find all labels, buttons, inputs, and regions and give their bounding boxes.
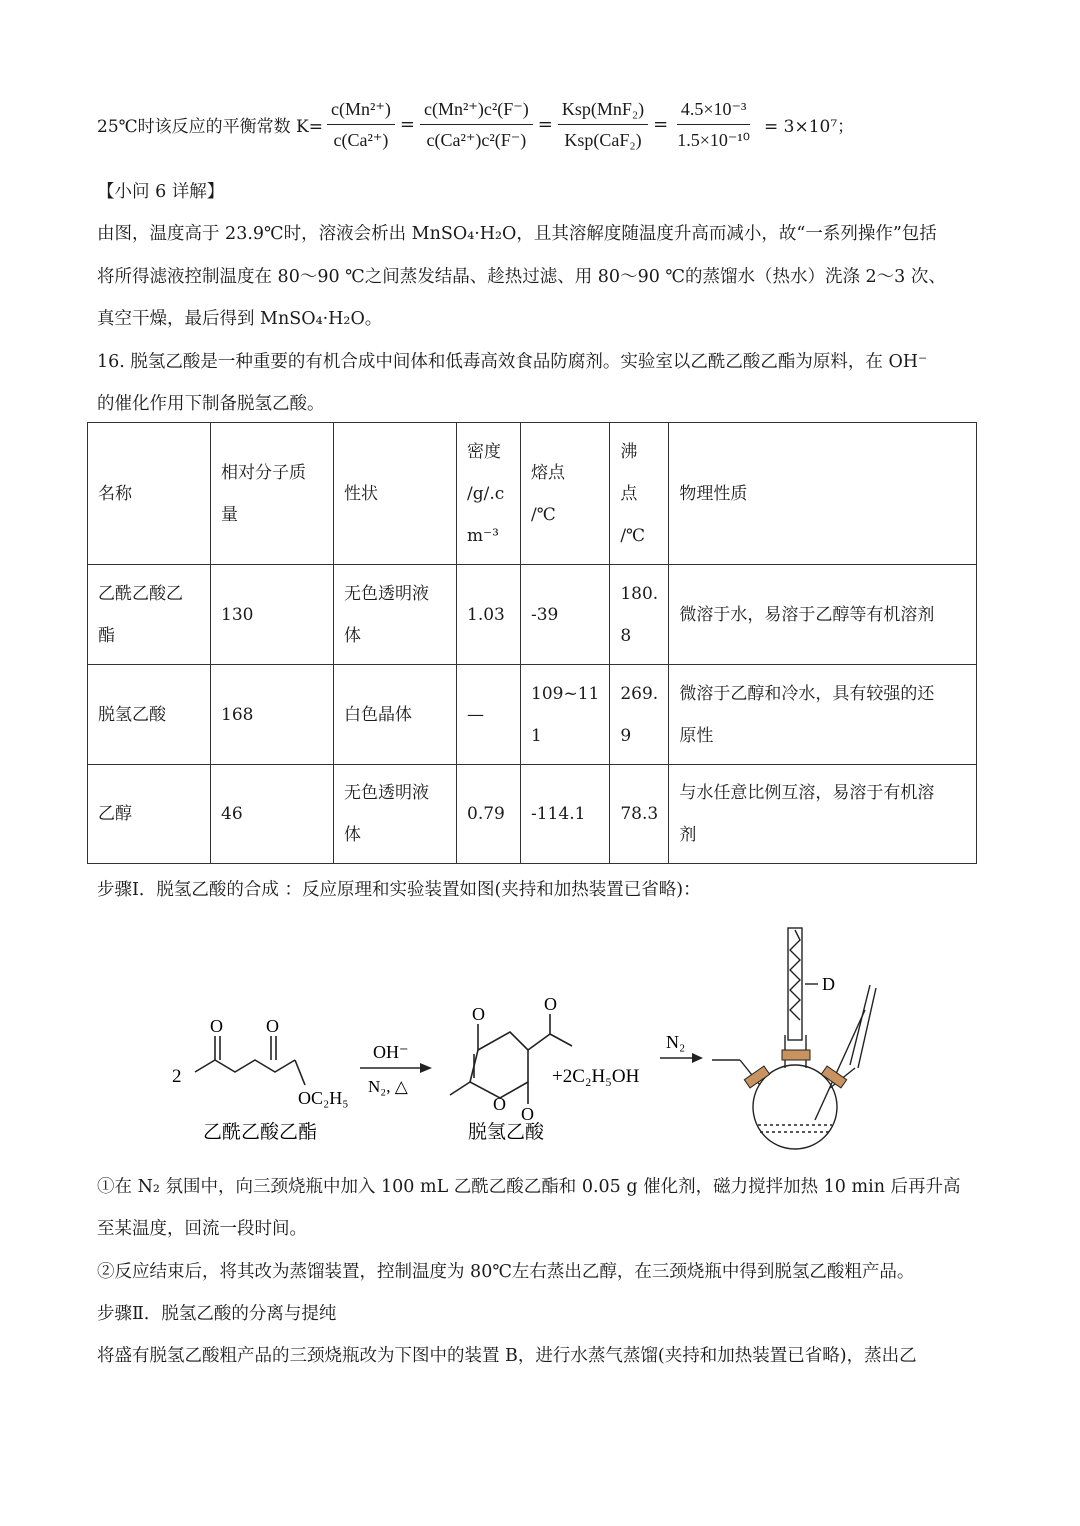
atom-o: O: [544, 994, 557, 1014]
atom-o: O: [493, 1094, 506, 1114]
table-cell: 109~11 1: [521, 665, 610, 765]
question-16-line-2: 的催化作用下制备脱氢乙酸。: [97, 394, 325, 414]
explain-line-2: 将所得滤液控制温度在 80～90 ℃之间蒸发结晶、趁热过滤、用 80～90 ℃的蒸馏水（热水）洗涤 2～3 次、: [97, 267, 946, 287]
table-cell: 乙醇: [88, 765, 211, 864]
step-2-title: 步骤Ⅱ．脱氢乙酸的分离与提纯: [97, 1304, 337, 1324]
header-cell: 名称: [88, 423, 211, 565]
table-cell: 无色透明液 体: [334, 565, 457, 665]
step-1-title: 步骤Ⅰ．脱氢乙酸的合成 ：反应原理和实验装置如图(夹持和加热装置已省略)：: [97, 880, 701, 900]
question-16-line-1: 16. 脱氢乙酸是一种重要的有机合成中间体和低毒高效食品防腐剂。实验室以乙酰乙酸乙酯为原料，在 OH⁻: [97, 352, 928, 372]
table-cell: -114.1: [521, 765, 610, 864]
atom-o: O: [210, 1016, 223, 1036]
procedure-line-1: ①在 N₂ 氛围中，向三颈烧瓶中加入 100 mL 乙酰乙酸乙酯和 0.05 g 催化剂，磁力搅拌加热 10 min 后再升高: [97, 1177, 961, 1197]
fraction-3: $\frac{\text{Ksp(MnF₂)}}{\text{Ksp(CaF₂)}}$: [558, 94, 648, 155]
table-cell: 130: [211, 565, 334, 665]
gas-arrow-head: [692, 1053, 703, 1063]
gas-label: N₂: [666, 1032, 686, 1052]
table-cell: —: [457, 665, 521, 765]
section-heading: 【小问 6 详解】: [97, 182, 225, 202]
equation-result: = 3×10⁷；: [764, 116, 855, 137]
atom-o: O: [472, 1004, 485, 1024]
equals-sign: =: [653, 113, 669, 135]
header-cell: 物理性质: [669, 423, 977, 565]
table-row: [88, 765, 977, 864]
header-cell: 性状: [334, 423, 457, 565]
header-cell: 沸 点 /℃: [610, 423, 669, 565]
fraction-4: $\frac{\text{4.5×10⁻³}}{\text{1.5×10⁻¹⁰}}$: [673, 94, 754, 155]
condition-label: N₂, △: [368, 1077, 408, 1096]
table-cell: 脱氢乙酸: [88, 665, 211, 765]
ester-bond: [295, 1060, 305, 1085]
equals-sign: =: [399, 113, 415, 135]
table-cell: 168: [211, 665, 334, 765]
table-header-row: [88, 423, 977, 565]
byproduct-label: +2C₂H₅OH: [552, 1066, 640, 1087]
explain-line-1: 由图，温度高于 23.9℃时，溶液会析出 MnSO₄·H₂O，且其溶解度随温度升高而减小，故“一系列操作”包括: [97, 224, 937, 244]
stopper: [782, 1050, 810, 1060]
table-row: [88, 665, 977, 765]
atom-o: O: [266, 1016, 279, 1036]
coefficient-label: 2: [172, 1066, 182, 1087]
fraction-1: $\frac{\text{c(Mn²⁺)}}{\text{c(Ca²⁺)}}$: [327, 94, 395, 155]
table-cell: 0.79: [457, 765, 521, 864]
properties-table: [87, 422, 977, 864]
explain-line-3: 真空干燥，最后得到 MnSO₄·H₂O。: [97, 309, 383, 329]
equilibrium-equation: [97, 88, 854, 160]
arrow-head: [420, 1063, 432, 1073]
reactant-name: 乙酰乙酸乙酯: [203, 1121, 318, 1143]
equation-prefix: 25℃时该反应的平衡常数 K=: [97, 116, 323, 137]
table-cell: 与水任意比例互溶，易溶于有机溶 剂: [669, 765, 977, 864]
three-neck-flask-apparatus: [712, 928, 876, 1149]
procedure-line-2: 至某温度，回流一段时间。: [97, 1219, 307, 1239]
table-cell: 269. 9: [610, 665, 669, 765]
table-cell: 1.03: [457, 565, 521, 665]
header-cell: 熔点 /℃: [521, 423, 610, 565]
procedure-line-3: ②反应结束后，将其改为蒸馏装置，控制温度为 80℃左右蒸出乙醇，在三颈烧瓶中得到脱氢乙酸粗产品。: [97, 1262, 915, 1282]
table-row: [88, 565, 977, 665]
table-cell: 180. 8: [610, 565, 669, 665]
table-cell: 微溶于水，易溶于乙醇等有机溶剂: [669, 565, 977, 665]
table-cell: 无色透明液 体: [334, 765, 457, 864]
fraction-2: $\frac{\text{c(Mn²⁺)c²(F⁻)}}{\text{c(Ca²⁺)c²(F⁻)}}$: [420, 94, 533, 155]
atom-o: O: [521, 1104, 534, 1124]
ester-group-label: OC₂H₅: [298, 1088, 349, 1108]
reactant-structure: [195, 1036, 295, 1072]
table-cell: 46: [211, 765, 334, 864]
table-cell: 78.3: [610, 765, 669, 864]
reagent-label: OH⁻: [373, 1042, 409, 1062]
product-name: 脱氢乙酸: [468, 1121, 545, 1143]
header-cell: 相对分子质 量: [211, 423, 334, 565]
procedure-line-5: 将盛有脱氢乙酸粗产品的三颈烧瓶改为下图中的装置 B，进行水蒸气蒸馏(夹持和加热装置已省略)，蒸出乙: [97, 1346, 917, 1366]
table-cell: 乙酰乙酸乙 酯: [88, 565, 211, 665]
table-cell: 白色晶体: [334, 665, 457, 765]
product-structure: [450, 1014, 572, 1104]
table-cell: -39: [521, 565, 610, 665]
condenser-label: D: [822, 974, 835, 994]
table-cell: 微溶于乙醇和冷水，具有较强的还 原性: [669, 665, 977, 765]
equals-sign: =: [537, 113, 553, 135]
reaction-scheme: [0, 910, 1080, 1150]
header-cell: 密度 /g/.c m⁻³: [457, 423, 521, 565]
